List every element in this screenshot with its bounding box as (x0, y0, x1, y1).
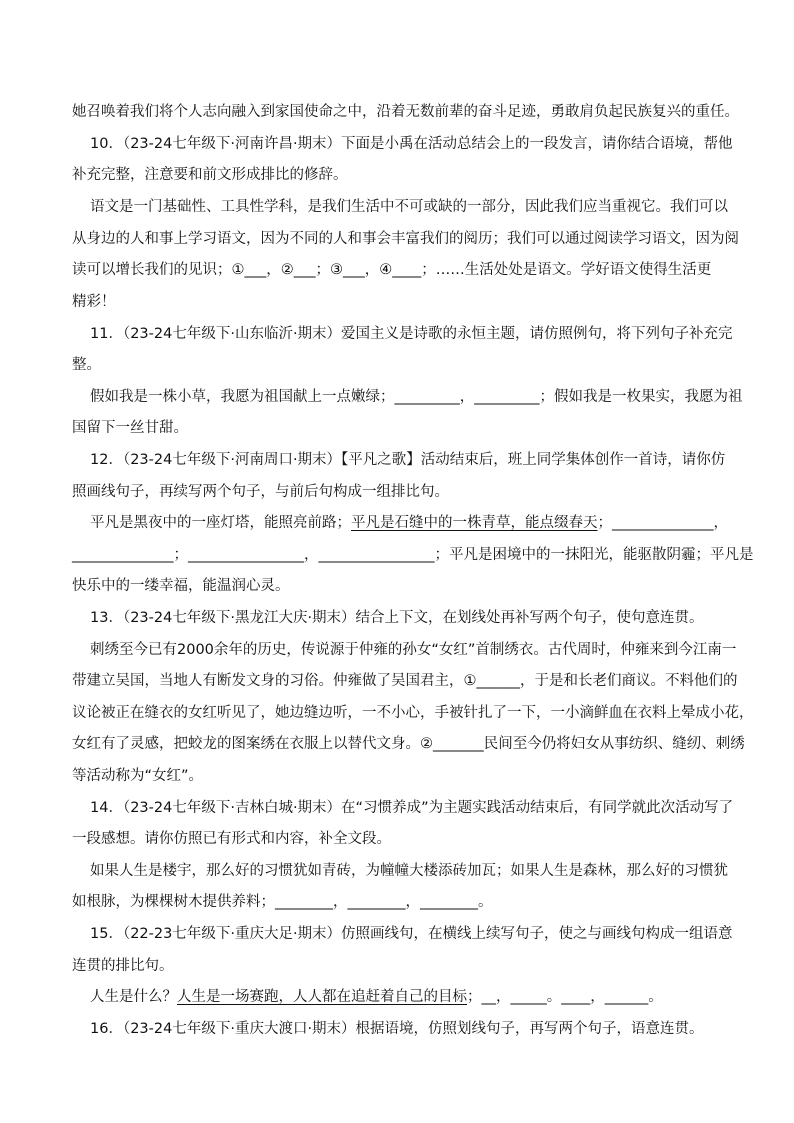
text-line: 补充完整，注意要和前文形成排比的修辞。 (72, 167, 348, 183)
question-16-line: 16．（23-24七年级下·重庆大渡口·期末）根据语境，仿照划线句子，再写两个句子，语意连贯。 (90, 1021, 704, 1037)
passage-line: 从身边的人和事上学习语文，因为不同的人和事会丰富我们的阅历；我们可以通过阅读学习语文，因为阅 (72, 231, 739, 247)
passage-line: 带建立吴国，当地人有断发文身的习俗。仲雍做了吴国君主，①______，于是和长老们商议。不料他们的 (72, 673, 738, 689)
passage-line: 刺绣至今已有2000余年的历史，传说源于仲雍的孙女“女红”首制绣衣。古代周时，仲雍来到今江南一 (90, 642, 737, 658)
underlined-sentence: 人生是一场赛跑，人人都在追赶着自己的目标 (177, 989, 467, 1005)
answer-blank[interactable]: ；__，_____。____，______。 (467, 989, 663, 1005)
passage-text: 平凡是黑夜中的一座灯塔，能照亮前路； (90, 515, 351, 531)
underlined-sentence: 平凡是石缝中的一株青草，能点缀春天 (351, 515, 598, 531)
passage-line: 等活动称为“女红”。 (72, 768, 204, 784)
passage-line (90, 987, 740, 1007)
passage-line: 快乐中的一缕幸福，能温润心灵。 (72, 578, 290, 594)
passage-text: 人生是什么？ (90, 989, 177, 1005)
passage-line: 如果人生是楼宇，那么好的习惯犹如青砖，为幢幢大楼添砖加瓦；如果人生是森林，那么好的习惯犹 (90, 863, 728, 879)
passage-line: 读可以增长我们的见识；①___，②___；③___，④____；……生活处处是语文。学好语文使得生活更 (72, 262, 712, 278)
text-line: 她召唤着我们将个人志向融入到家国使命之中，沿着无数前辈的奋斗足迹，勇敢肩负起民族复兴的重任。 (72, 104, 739, 120)
answer-blank[interactable]: ；______________， (597, 515, 728, 531)
passage-line: ______________；________________，________________；平凡是困境中的一抹阳光，能驱散阴霾；平凡是 (72, 547, 754, 563)
question-14-line: 14．（23-24七年级下·吉林白城·期末）在“习惯养成”为主题实践活动结束后，有同学就此次活动写了 (90, 800, 734, 816)
passage-line: 议论被正在缝衣的女红听见了，她边缝边听，一不小心，手被针扎了一下，一小滴鲜血在衣料上晕成小花， (72, 705, 754, 721)
passage-line: 女红有了灵感，把蛟龙的图案绣在衣服上以替代文身。②_______民间至今仍将妇女从事纺织、缝纫、刺绣 (72, 736, 745, 752)
question-12-line: 12．（23-24七年级下·河南周口·期末）【平凡之歌】活动结束后，班上同学集体创作一首诗，请你仿 (90, 452, 726, 468)
passage-line: 假如我是一株小草，我愿为祖国献上一点嫩绿；_________，_________；假如我是一枚果实，我愿为祖 (90, 389, 743, 405)
question-11-line: 11．（23-24七年级下·山东临沂·期末）爱国主义是诗歌的永恒主题，请仿照例句，将下列句子补充完 (90, 326, 733, 342)
text-line: 一段感想。请你仿照已有形式和内容，补全文段。 (72, 831, 391, 847)
passage-line: 国留下一丝甘甜。 (72, 420, 188, 436)
passage-line: 如根脉，为棵棵树木提供养料；________，________，________。 (72, 894, 493, 910)
text-line: 照画线句子，再续写两个句子，与前后句构成一组排比句。 (72, 484, 449, 500)
question-10-line: 10．（23-24七年级下·河南许昌·期末）下面是小禹在活动总结会上的一段发言，请你结合语境，帮他 (90, 136, 733, 152)
passage-line: 精彩！ (72, 294, 116, 310)
text-line: 连贯的排比句。 (72, 958, 174, 974)
question-15-line: 15．（22-23七年级下·重庆大足·期末）仿照画线句，在横线上续写句子，使之与画线句构成一组语意 (90, 926, 733, 942)
question-13-line: 13．（23-24七年级下·黑龙江大庆·期末）结合上下文，在划线处再补写两个句子，使句意连贯。 (90, 610, 704, 626)
passage-line: 语文是一门基础性、工具性学科，是我们生活中不可或缺的一部分，因此我们应当重视它。我们可以 (90, 199, 728, 215)
text-line: 整。 (72, 357, 101, 373)
passage-line (90, 513, 740, 533)
